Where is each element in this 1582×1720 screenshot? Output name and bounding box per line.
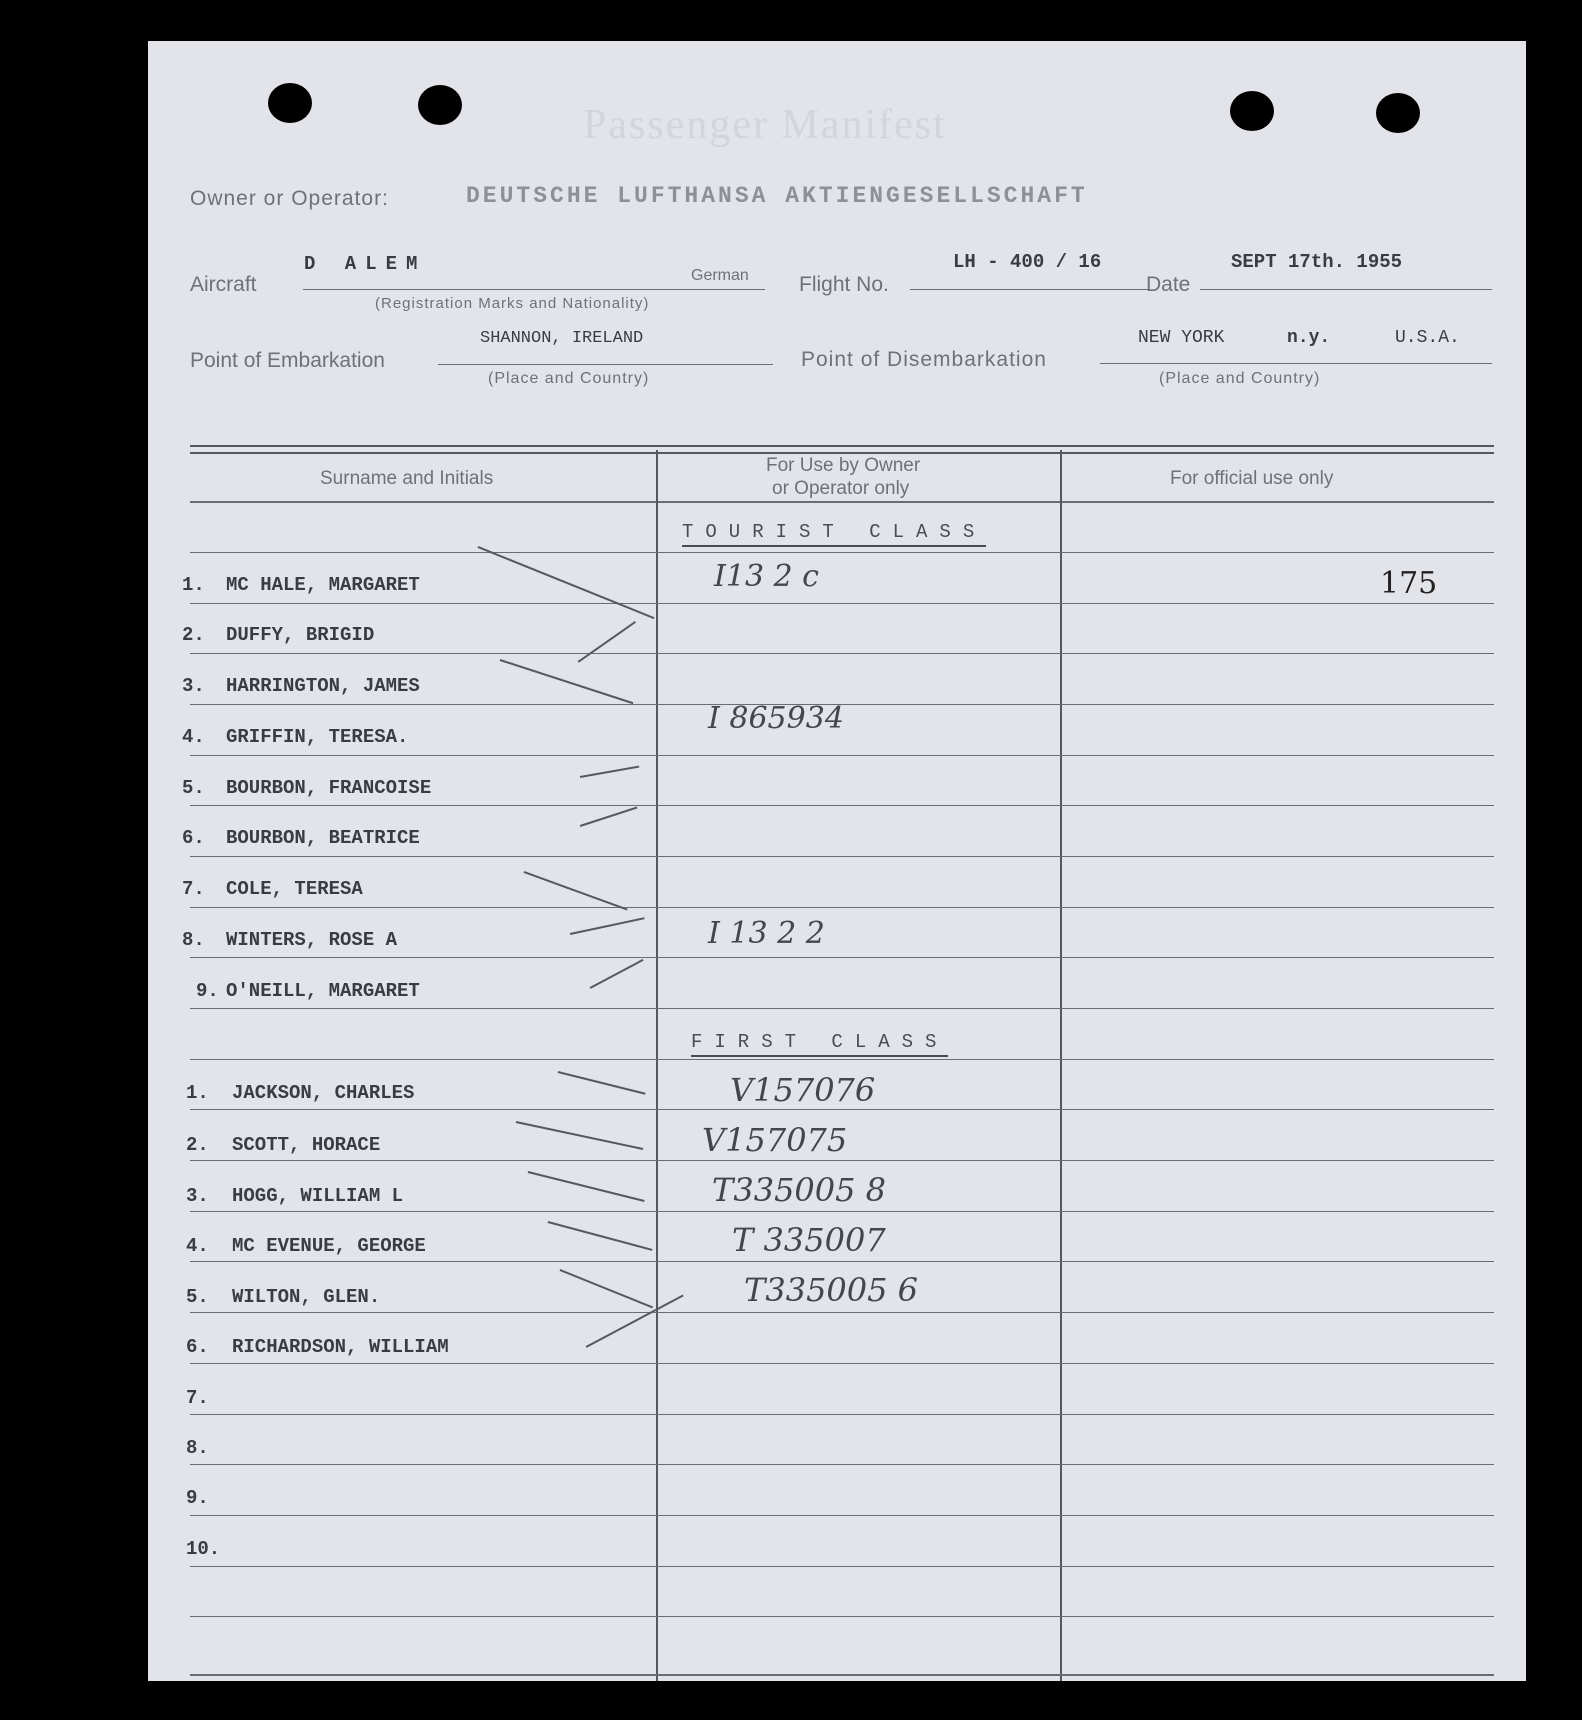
row-rule	[190, 1109, 1494, 1110]
row-rule	[190, 1616, 1494, 1617]
passenger-name: WILTON, GLEN.	[232, 1286, 381, 1308]
check-mark	[528, 1171, 645, 1201]
embark-label: Point of Embarkation	[190, 349, 385, 372]
aircraft-caption: (Registration Marks and Nationality)	[375, 295, 650, 312]
check-mark	[478, 546, 655, 619]
date-value: SEPT 17th. 1955	[1231, 251, 1403, 273]
list-item-number: 3.	[186, 1185, 209, 1207]
row-rule	[190, 653, 1494, 654]
flight-value: LH - 400 / 16	[953, 251, 1102, 273]
handwritten-note: V157076	[730, 1071, 876, 1109]
list-item-number: 9.	[186, 1487, 209, 1509]
row-rule	[190, 552, 1494, 553]
manifest-page	[148, 41, 1526, 1681]
disembark-state: n.y.	[1287, 328, 1331, 348]
list-item-number: 8.	[182, 929, 205, 951]
list-item-number: 5.	[182, 777, 205, 799]
passenger-name: JACKSON, CHARLES	[232, 1082, 415, 1104]
row-rule	[190, 1312, 1494, 1313]
embark-value: SHANNON, IRELAND	[480, 329, 644, 348]
passenger-name: RICHARDSON, WILLIAM	[232, 1336, 449, 1358]
check-mark	[570, 917, 645, 934]
first-class-header: FIRST CLASS	[691, 1031, 948, 1057]
passenger-name: WINTERS, ROSE A	[226, 929, 398, 951]
check-mark	[586, 1294, 684, 1347]
passenger-name: SCOTT, HORACE	[232, 1134, 381, 1156]
handwritten-note: T 335007	[732, 1221, 886, 1259]
row-rule	[190, 805, 1494, 806]
date-line	[1200, 289, 1492, 290]
check-mark	[578, 621, 636, 662]
check-mark	[590, 959, 644, 988]
col1-header: Surname and Initials	[320, 468, 494, 489]
list-item-number: 1.	[186, 1082, 209, 1104]
row-rule	[190, 1059, 1494, 1060]
date-label: Date	[1146, 273, 1191, 296]
row-rule	[190, 1363, 1494, 1364]
flight-line	[910, 289, 1148, 290]
aircraft-line	[303, 289, 765, 290]
passenger-name: COLE, TERESA	[226, 878, 363, 900]
column-divider	[1060, 450, 1062, 1681]
list-item-number: 2.	[186, 1134, 209, 1156]
passenger-name: BOURBON, BEATRICE	[226, 827, 420, 849]
list-item-number: 6.	[186, 1336, 209, 1358]
owner-label: Owner or Operator:	[190, 187, 389, 210]
row-rule	[190, 1515, 1494, 1516]
tourist-class-header: TOURIST CLASS	[682, 521, 986, 547]
passenger-name: HARRINGTON, JAMES	[226, 675, 420, 697]
passenger-name: HOGG, WILLIAM L	[232, 1185, 404, 1207]
row-rule	[190, 1211, 1494, 1212]
aircraft-value: D ALEM	[304, 253, 427, 275]
list-item-number: 6.	[182, 827, 205, 849]
row-rule	[190, 1160, 1494, 1161]
passenger-name: O'NEILL, MARGARET	[226, 980, 420, 1002]
col3-header: For official use only	[1170, 468, 1334, 489]
disembark-country: U.S.A.	[1395, 328, 1460, 348]
row-rule	[190, 1261, 1494, 1262]
list-item-number: 9.	[196, 980, 219, 1002]
row-rule	[190, 1008, 1494, 1009]
handwritten-note: I 13 2 2	[708, 916, 825, 951]
check-mark	[524, 871, 628, 910]
punch-hole	[268, 83, 312, 123]
row-rule	[190, 1464, 1494, 1465]
list-item-number: 4.	[182, 726, 205, 748]
list-item-number: 5.	[186, 1286, 209, 1308]
official-stamp-number: 175	[1380, 566, 1438, 601]
list-item-number: 7.	[186, 1387, 209, 1409]
header-bottom-rule	[190, 501, 1494, 503]
col2-header-line2: or Operator only	[772, 478, 910, 499]
aircraft-label: Aircraft	[190, 273, 257, 296]
check-mark	[558, 1071, 646, 1094]
handwritten-note: I13 2 c	[714, 559, 819, 594]
handwritten-note: V157075	[702, 1121, 848, 1159]
list-item-number: 4.	[186, 1235, 209, 1257]
row-rule	[190, 907, 1494, 908]
handwritten-note: T335005 6	[744, 1271, 919, 1309]
handwritten-note: T335005 8	[712, 1171, 887, 1209]
disembark-value: NEW YORK	[1138, 328, 1225, 348]
list-item-number: 2.	[182, 624, 205, 646]
check-mark	[548, 1221, 653, 1250]
table-top-double-rule	[190, 445, 1494, 454]
list-item-number: 7.	[182, 878, 205, 900]
col2-header-line1: For Use by Owner	[766, 455, 921, 476]
row-rule	[190, 1566, 1494, 1567]
passenger-name: BOURBON, FRANCOISE	[226, 777, 432, 799]
passenger-name: GRIFFIN, TERESA.	[226, 726, 409, 748]
row-rule	[190, 603, 1494, 604]
embark-line	[438, 364, 773, 365]
passenger-name: MC EVENUE, GEORGE	[232, 1235, 426, 1257]
passenger-name: MC HALE, MARGARET	[226, 574, 420, 596]
disembark-label: Point of Disembarkation	[801, 348, 1047, 371]
punch-hole	[418, 85, 462, 125]
punch-hole	[1376, 93, 1420, 133]
flight-label: Flight No.	[799, 273, 889, 296]
table-bottom-rule	[190, 1674, 1494, 1676]
list-item-number: 1.	[182, 574, 205, 596]
punch-hole	[1230, 91, 1274, 131]
passenger-name: DUFFY, BRIGID	[226, 624, 375, 646]
disembark-caption: (Place and Country)	[1159, 370, 1321, 387]
row-rule	[190, 856, 1494, 857]
faint-form-title: Passenger Manifest	[583, 102, 947, 148]
owner-value: DEUTSCHE LUFTHANSA AKTIENGESELLSCHAFT	[466, 183, 1088, 209]
row-rule	[190, 957, 1494, 958]
check-mark	[560, 1269, 653, 1308]
column-divider	[656, 450, 658, 1681]
row-rule	[190, 1414, 1494, 1415]
handwritten-note: I 865934	[708, 701, 844, 736]
check-mark	[500, 659, 634, 704]
list-item-number: 3.	[182, 675, 205, 697]
check-mark	[516, 1121, 643, 1149]
row-rule	[190, 755, 1494, 756]
embark-caption: (Place and Country)	[488, 370, 650, 387]
disembark-line	[1100, 363, 1492, 364]
check-mark	[580, 806, 638, 826]
aircraft-nationality: German	[691, 267, 749, 284]
list-item-number: 10.	[186, 1538, 221, 1560]
list-item-number: 8.	[186, 1437, 209, 1459]
check-mark	[580, 766, 639, 778]
